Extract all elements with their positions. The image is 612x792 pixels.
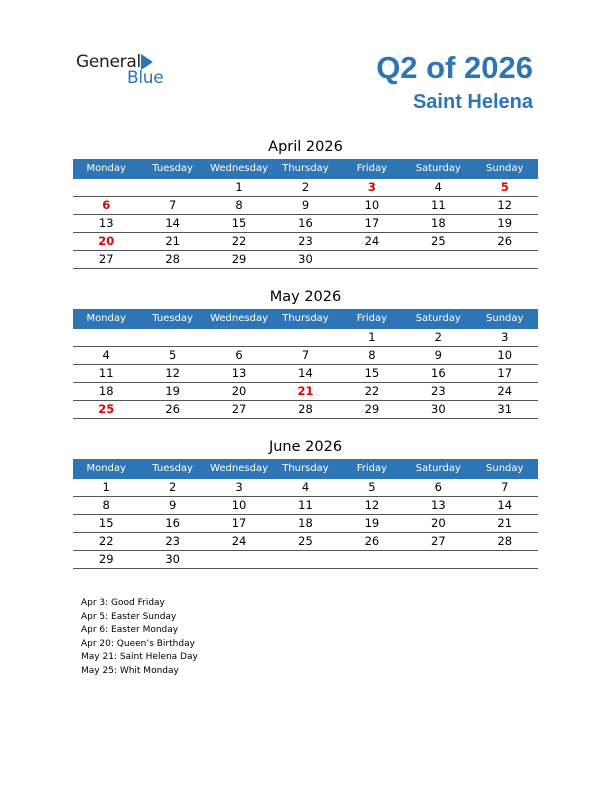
- weekday-label: Thursday: [282, 313, 329, 324]
- weekday-label: Thursday: [282, 163, 329, 174]
- week-row: [73, 329, 538, 347]
- day-cell: 30: [431, 402, 446, 416]
- day-cell: 2: [434, 330, 442, 344]
- logo: [76, 52, 186, 92]
- day-cell: 7: [301, 348, 310, 362]
- day-cell: 9: [434, 348, 442, 362]
- day-cell: 31: [497, 402, 513, 416]
- week-row: [73, 179, 538, 197]
- weekday-header: [73, 309, 538, 329]
- day-cell: 29: [98, 552, 114, 566]
- day-cell: 14: [165, 216, 180, 230]
- holiday-entry: May 25: Whit Monday: [81, 665, 179, 676]
- day-cell: 4: [102, 348, 110, 362]
- day-cell: 9: [301, 198, 310, 212]
- week-row: [73, 365, 538, 383]
- day-cell: [272, 551, 338, 568]
- day-cell: 2: [168, 480, 177, 494]
- month-title: April 2026: [268, 139, 343, 155]
- day-cell: 16: [431, 366, 446, 380]
- month-block: [73, 436, 538, 569]
- day-cell: 18: [98, 384, 114, 398]
- day-cell: 5: [368, 480, 376, 494]
- weekday-label: Sunday: [486, 313, 524, 324]
- day-cell: 24: [497, 384, 513, 398]
- week-row: [73, 551, 538, 569]
- day-cell: 15: [364, 366, 380, 380]
- day-cell: 7: [168, 198, 177, 212]
- day-cell: 27: [231, 402, 247, 416]
- day-cell: 15: [98, 516, 114, 530]
- day-cell: 22: [231, 234, 247, 248]
- day-cell: 11: [298, 498, 313, 512]
- day-cell: 26: [364, 534, 380, 548]
- day-cell: 8: [235, 198, 243, 212]
- holiday-day-cell: 25: [98, 402, 115, 416]
- day-cell: 14: [497, 498, 513, 512]
- week-row: [73, 479, 538, 497]
- day-cell: 24: [231, 534, 247, 548]
- weekday-label: Saturday: [415, 163, 461, 174]
- day-cell: 20: [231, 384, 247, 398]
- day-cell: 8: [368, 348, 376, 362]
- holiday-day-cell: 6: [102, 198, 111, 212]
- holiday-day-cell: 5: [500, 180, 509, 194]
- day-cell: [139, 179, 205, 196]
- weekday-label: Monday: [86, 313, 126, 324]
- weekday-label: Friday: [356, 463, 388, 474]
- holiday-entry: Apr 5: Easter Sunday: [81, 611, 177, 622]
- day-cell: [73, 179, 139, 196]
- day-cell: 19: [165, 384, 180, 398]
- weekday-label: Monday: [86, 463, 126, 474]
- weekday-label: Tuesday: [152, 163, 193, 174]
- holiday-entry: Apr 3: Good Friday: [81, 598, 165, 608]
- weekday-label: Sunday: [486, 463, 524, 474]
- day-cell: 3: [235, 480, 243, 494]
- day-cell: 22: [364, 384, 380, 398]
- weekday-label: Saturday: [415, 313, 461, 324]
- logo-blue-text: Blue: [127, 68, 164, 88]
- day-cell: [206, 329, 272, 346]
- holiday-entry: Apr 6: Easter Monday: [81, 625, 179, 636]
- holiday-day-cell: 20: [98, 234, 115, 248]
- day-cell: 11: [98, 366, 114, 380]
- weekday-label: Monday: [86, 163, 126, 174]
- day-cell: 12: [364, 498, 380, 512]
- day-cell: 25: [431, 234, 446, 248]
- weekday-label: Tuesday: [152, 313, 193, 324]
- day-cell: 27: [98, 252, 114, 266]
- day-cell: 6: [235, 348, 243, 362]
- day-cell: 23: [431, 384, 446, 398]
- day-cell: [73, 329, 139, 346]
- day-cell: 25: [298, 534, 313, 548]
- day-cell: 30: [298, 252, 313, 266]
- holiday-day-cell: 21: [297, 384, 314, 398]
- holiday-day-cell: 3: [367, 180, 376, 194]
- day-cell: [272, 329, 338, 346]
- day-cell: 16: [298, 216, 313, 230]
- day-cell: [405, 251, 471, 268]
- week-row: [73, 533, 538, 551]
- day-cell: [339, 551, 405, 568]
- day-cell: [206, 551, 272, 568]
- day-cell: 4: [301, 480, 310, 494]
- logo-general-text: General: [76, 52, 141, 72]
- weekday-label: Saturday: [415, 463, 461, 474]
- day-cell: 16: [165, 516, 180, 530]
- day-cell: 15: [231, 216, 247, 230]
- day-cell: 10: [364, 198, 380, 212]
- weekday-label: Friday: [356, 313, 388, 324]
- week-row: [73, 497, 538, 515]
- day-cell: 28: [497, 534, 513, 548]
- day-cell: 7: [501, 480, 509, 494]
- day-cell: 11: [431, 198, 446, 212]
- day-cell: 29: [364, 402, 380, 416]
- day-cell: 12: [497, 198, 513, 212]
- weekday-label: Thursday: [282, 463, 329, 474]
- day-cell: [472, 551, 538, 568]
- day-cell: 24: [364, 234, 380, 248]
- weekday-label: Sunday: [486, 163, 524, 174]
- day-cell: 1: [235, 180, 243, 194]
- week-row: [73, 515, 538, 533]
- day-cell: 12: [165, 366, 180, 380]
- day-cell: 26: [165, 402, 180, 416]
- holiday-list: [81, 597, 198, 679]
- day-cell: 17: [364, 216, 380, 230]
- week-row: [73, 383, 538, 401]
- week-row: [73, 401, 538, 419]
- weekday-header: [73, 159, 538, 179]
- day-cell: 1: [368, 330, 376, 344]
- day-cell: 1: [102, 480, 110, 494]
- day-cell: [472, 251, 538, 268]
- day-cell: 20: [431, 516, 446, 530]
- weekday-label: Wednesday: [210, 463, 268, 474]
- country-name: Saint Helena: [412, 91, 533, 113]
- day-cell: 2: [301, 180, 310, 194]
- holiday-entry: May 21: Saint Helena Day: [81, 652, 198, 663]
- day-cell: 17: [231, 516, 247, 530]
- day-cell: 21: [497, 516, 513, 530]
- month-block: [73, 136, 538, 269]
- day-cell: 14: [298, 366, 313, 380]
- day-cell: 13: [431, 498, 446, 512]
- day-cell: 21: [165, 234, 180, 248]
- day-cell: 28: [165, 252, 180, 266]
- day-cell: 19: [364, 516, 380, 530]
- day-cell: 29: [231, 252, 247, 266]
- day-cell: 3: [501, 330, 509, 344]
- day-cell: 23: [298, 234, 313, 248]
- week-row: [73, 251, 538, 269]
- day-cell: 13: [98, 216, 114, 230]
- day-cell: 8: [102, 498, 110, 512]
- week-row: [73, 197, 538, 215]
- week-row: [73, 233, 538, 251]
- day-cell: 13: [231, 366, 247, 380]
- holiday-entry: Apr 20: Queen’s Birthday: [81, 638, 195, 649]
- day-cell: 30: [165, 552, 180, 566]
- week-row: [73, 347, 538, 365]
- month-title: May 2026: [269, 289, 342, 305]
- day-cell: 17: [497, 366, 513, 380]
- month-block: [73, 286, 538, 419]
- day-cell: [139, 329, 205, 346]
- day-cell: 5: [168, 348, 177, 362]
- month-title: June 2026: [268, 439, 343, 455]
- weekday-header: [73, 459, 538, 479]
- day-cell: 27: [431, 534, 446, 548]
- day-cell: 18: [298, 516, 313, 530]
- day-cell: [339, 251, 405, 268]
- day-cell: 10: [231, 498, 247, 512]
- day-cell: 22: [98, 534, 114, 548]
- day-cell: 10: [497, 348, 513, 362]
- weekday-label: Wednesday: [210, 163, 268, 174]
- weekday-label: Tuesday: [152, 463, 193, 474]
- day-cell: 23: [165, 534, 180, 548]
- day-cell: 6: [434, 480, 442, 494]
- week-row: [73, 215, 538, 233]
- day-cell: 28: [298, 402, 313, 416]
- weekday-label: Wednesday: [210, 313, 268, 324]
- day-cell: 19: [497, 216, 513, 230]
- day-cell: 18: [431, 216, 446, 230]
- day-cell: [405, 551, 471, 568]
- weekday-label: Friday: [356, 163, 388, 174]
- day-cell: 9: [168, 498, 177, 512]
- day-cell: 4: [434, 180, 442, 194]
- day-cell: 26: [497, 234, 513, 248]
- page-title: Q2 of 2026: [376, 50, 533, 85]
